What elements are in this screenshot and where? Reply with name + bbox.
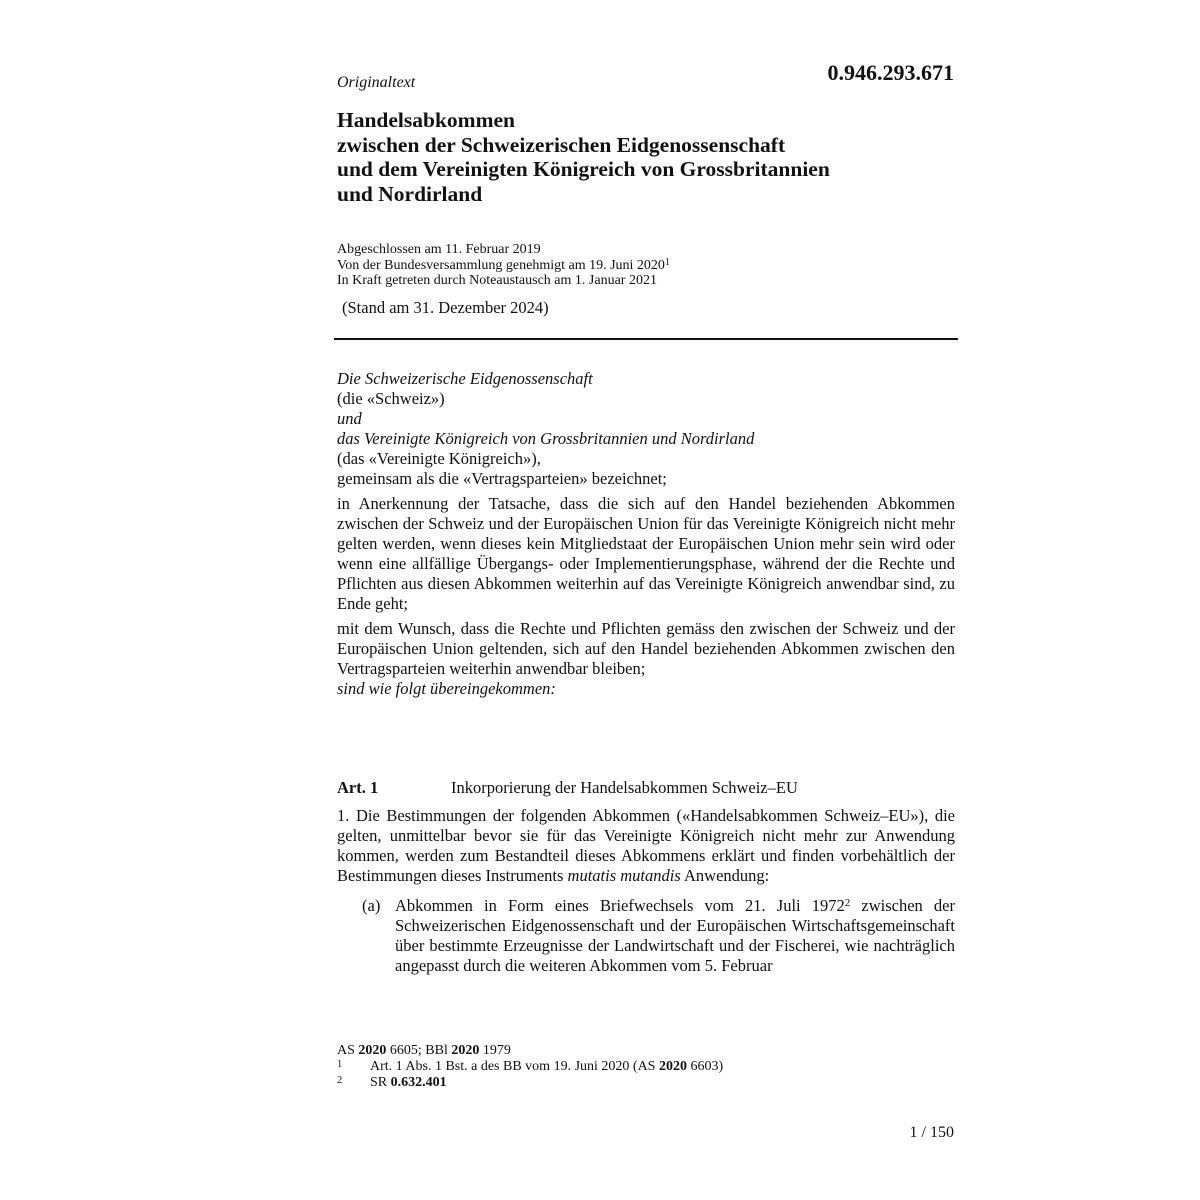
original-text-label: Originaltext	[337, 74, 416, 91]
footnote-mark: 2	[337, 1075, 343, 1086]
recital-1: in Anerkennung der Tatsache, dass die sich auf den Handel beziehenden Abkommen zwischen der Schweiz und der Europäischen Union für das Vereinigte Königreich nicht mehr gelten werden, wenn dieses kein Mitgliedstaat der Europäischen Union mehr sein wird oder wenn eine allfällige Übergangs- oder Implementierungsphase, während der die Rechte und Pflichten aus diesen Abkommen weiterhin auf das Vereinigte Königreich anwendbar sind, zu Ende geht;	[337, 494, 955, 613]
recital-2: mit dem Wunsch, dass die Rechte und Pflichten gemäss den zwischen der Schweiz und der Europäischen Union geltenden, sich auf den Handel beziehenden Abkommen zwischen den Vertragsparteien weiterhin anwendbar bleiben;	[337, 619, 955, 678]
article-1-item-a	[362, 896, 955, 976]
footnote-sr-number[interactable]: 0.632.401	[390, 1075, 447, 1090]
footnote-ref-1[interactable]: 1	[664, 256, 670, 268]
article-1-heading	[337, 778, 798, 798]
concluded-date: Abgeschlossen am 11. Februar 2019	[337, 242, 541, 257]
bbl-year: 2020	[451, 1043, 480, 1058]
paragraph-text: 1. Die Bestimmungen der folgenden Abkommen («Handelsabkommen Schweiz–EU»), die gelten, unmittelbar bevor sie für das Vereinigte Königreich nicht mehr zur Anwendung kommen, werden zum Bestandteil dieses Abkommens erklärt und finden vorbehältlich der Bestimmungen dieses Instruments	[337, 806, 955, 885]
in-force-date: In Kraft getreten durch Noteaustausch am 1. Januar 2021	[337, 273, 657, 288]
agreement-clause: sind wie folgt übereingekommen:	[337, 679, 556, 698]
party-switzerland-short: (die «Schweiz»)	[337, 389, 445, 408]
header-divider	[334, 338, 958, 340]
item-text-rest: zwischen der Schweizerischen Eidgenossenschaft und der Europäischen Wirtschaftsgemeinschaft über bestimmte Erzeugnisse der Landwirtschaft und der Fischerei, wie nachträglich angepasst durch die weiteren Abkommen vom 5. Februar	[395, 896, 956, 975]
sr-number: 0.946.293.671	[827, 60, 954, 85]
approved-text: Von der Bundesversammlung genehmigt am 19. Juni 2020	[337, 257, 665, 273]
item-text	[395, 896, 955, 976]
footnote-text-end: 6603)	[690, 1059, 724, 1074]
footnote-year: 2020	[658, 1059, 687, 1074]
footnote-mark: 1	[337, 1059, 343, 1070]
footnote-1	[337, 1059, 723, 1075]
as-page: 6605; BBl	[389, 1043, 448, 1058]
parties-together: gemeinsam als die «Vertragsparteien» bezeichnet;	[337, 469, 667, 488]
item-text-start: Abkommen in Form eines Briefwechsels vom 21. Juli 1972	[395, 896, 845, 915]
paragraph-italic: mutatis mutandis	[567, 866, 681, 885]
party-uk: das Vereinigte Königreich von Grossbritannien und Nordirland	[337, 429, 755, 448]
official-collection-ref	[337, 1043, 723, 1059]
title-line: Handelsabkommen	[337, 108, 516, 132]
document-title	[337, 108, 830, 206]
party-switzerland: Die Schweizerische Eidgenossenschaft	[337, 369, 593, 388]
party-uk-short: (das «Vereinigte Königreich»),	[337, 449, 541, 468]
article-number: Art. 1	[337, 778, 379, 797]
approved-date	[337, 258, 670, 274]
as-label: AS	[337, 1043, 355, 1058]
conjunction-und: und	[337, 409, 362, 428]
page-number: 1 / 150	[909, 1124, 954, 1141]
stand-date: (Stand am 31. Dezember 2024)	[342, 298, 549, 317]
footnote-text: SR	[370, 1075, 388, 1090]
footnote-2	[337, 1075, 723, 1091]
title-line: und Nordirland	[337, 181, 483, 206]
as-year: 2020	[358, 1043, 387, 1058]
bbl-page: 1979	[482, 1043, 511, 1058]
footnote-text: Art. 1 Abs. 1 Bst. a des BB vom 19. Juni 2020 (AS	[370, 1059, 656, 1074]
paragraph-text-end: Anwendung:	[683, 866, 770, 885]
article-title: Inkorporierung der Handelsabkommen Schweiz–EU	[451, 778, 798, 797]
footnotes	[337, 1043, 723, 1091]
footnote-ref-2[interactable]: 2	[844, 897, 851, 909]
article-1-paragraph-1	[337, 806, 955, 886]
preamble	[337, 369, 955, 699]
title-line: und dem Vereinigten Königreich von Grossbritannien	[337, 157, 830, 181]
item-label: (a)	[362, 896, 381, 915]
title-line: zwischen der Schweizerischen Eidgenossenschaft	[337, 132, 786, 157]
document-metadata	[337, 242, 670, 289]
